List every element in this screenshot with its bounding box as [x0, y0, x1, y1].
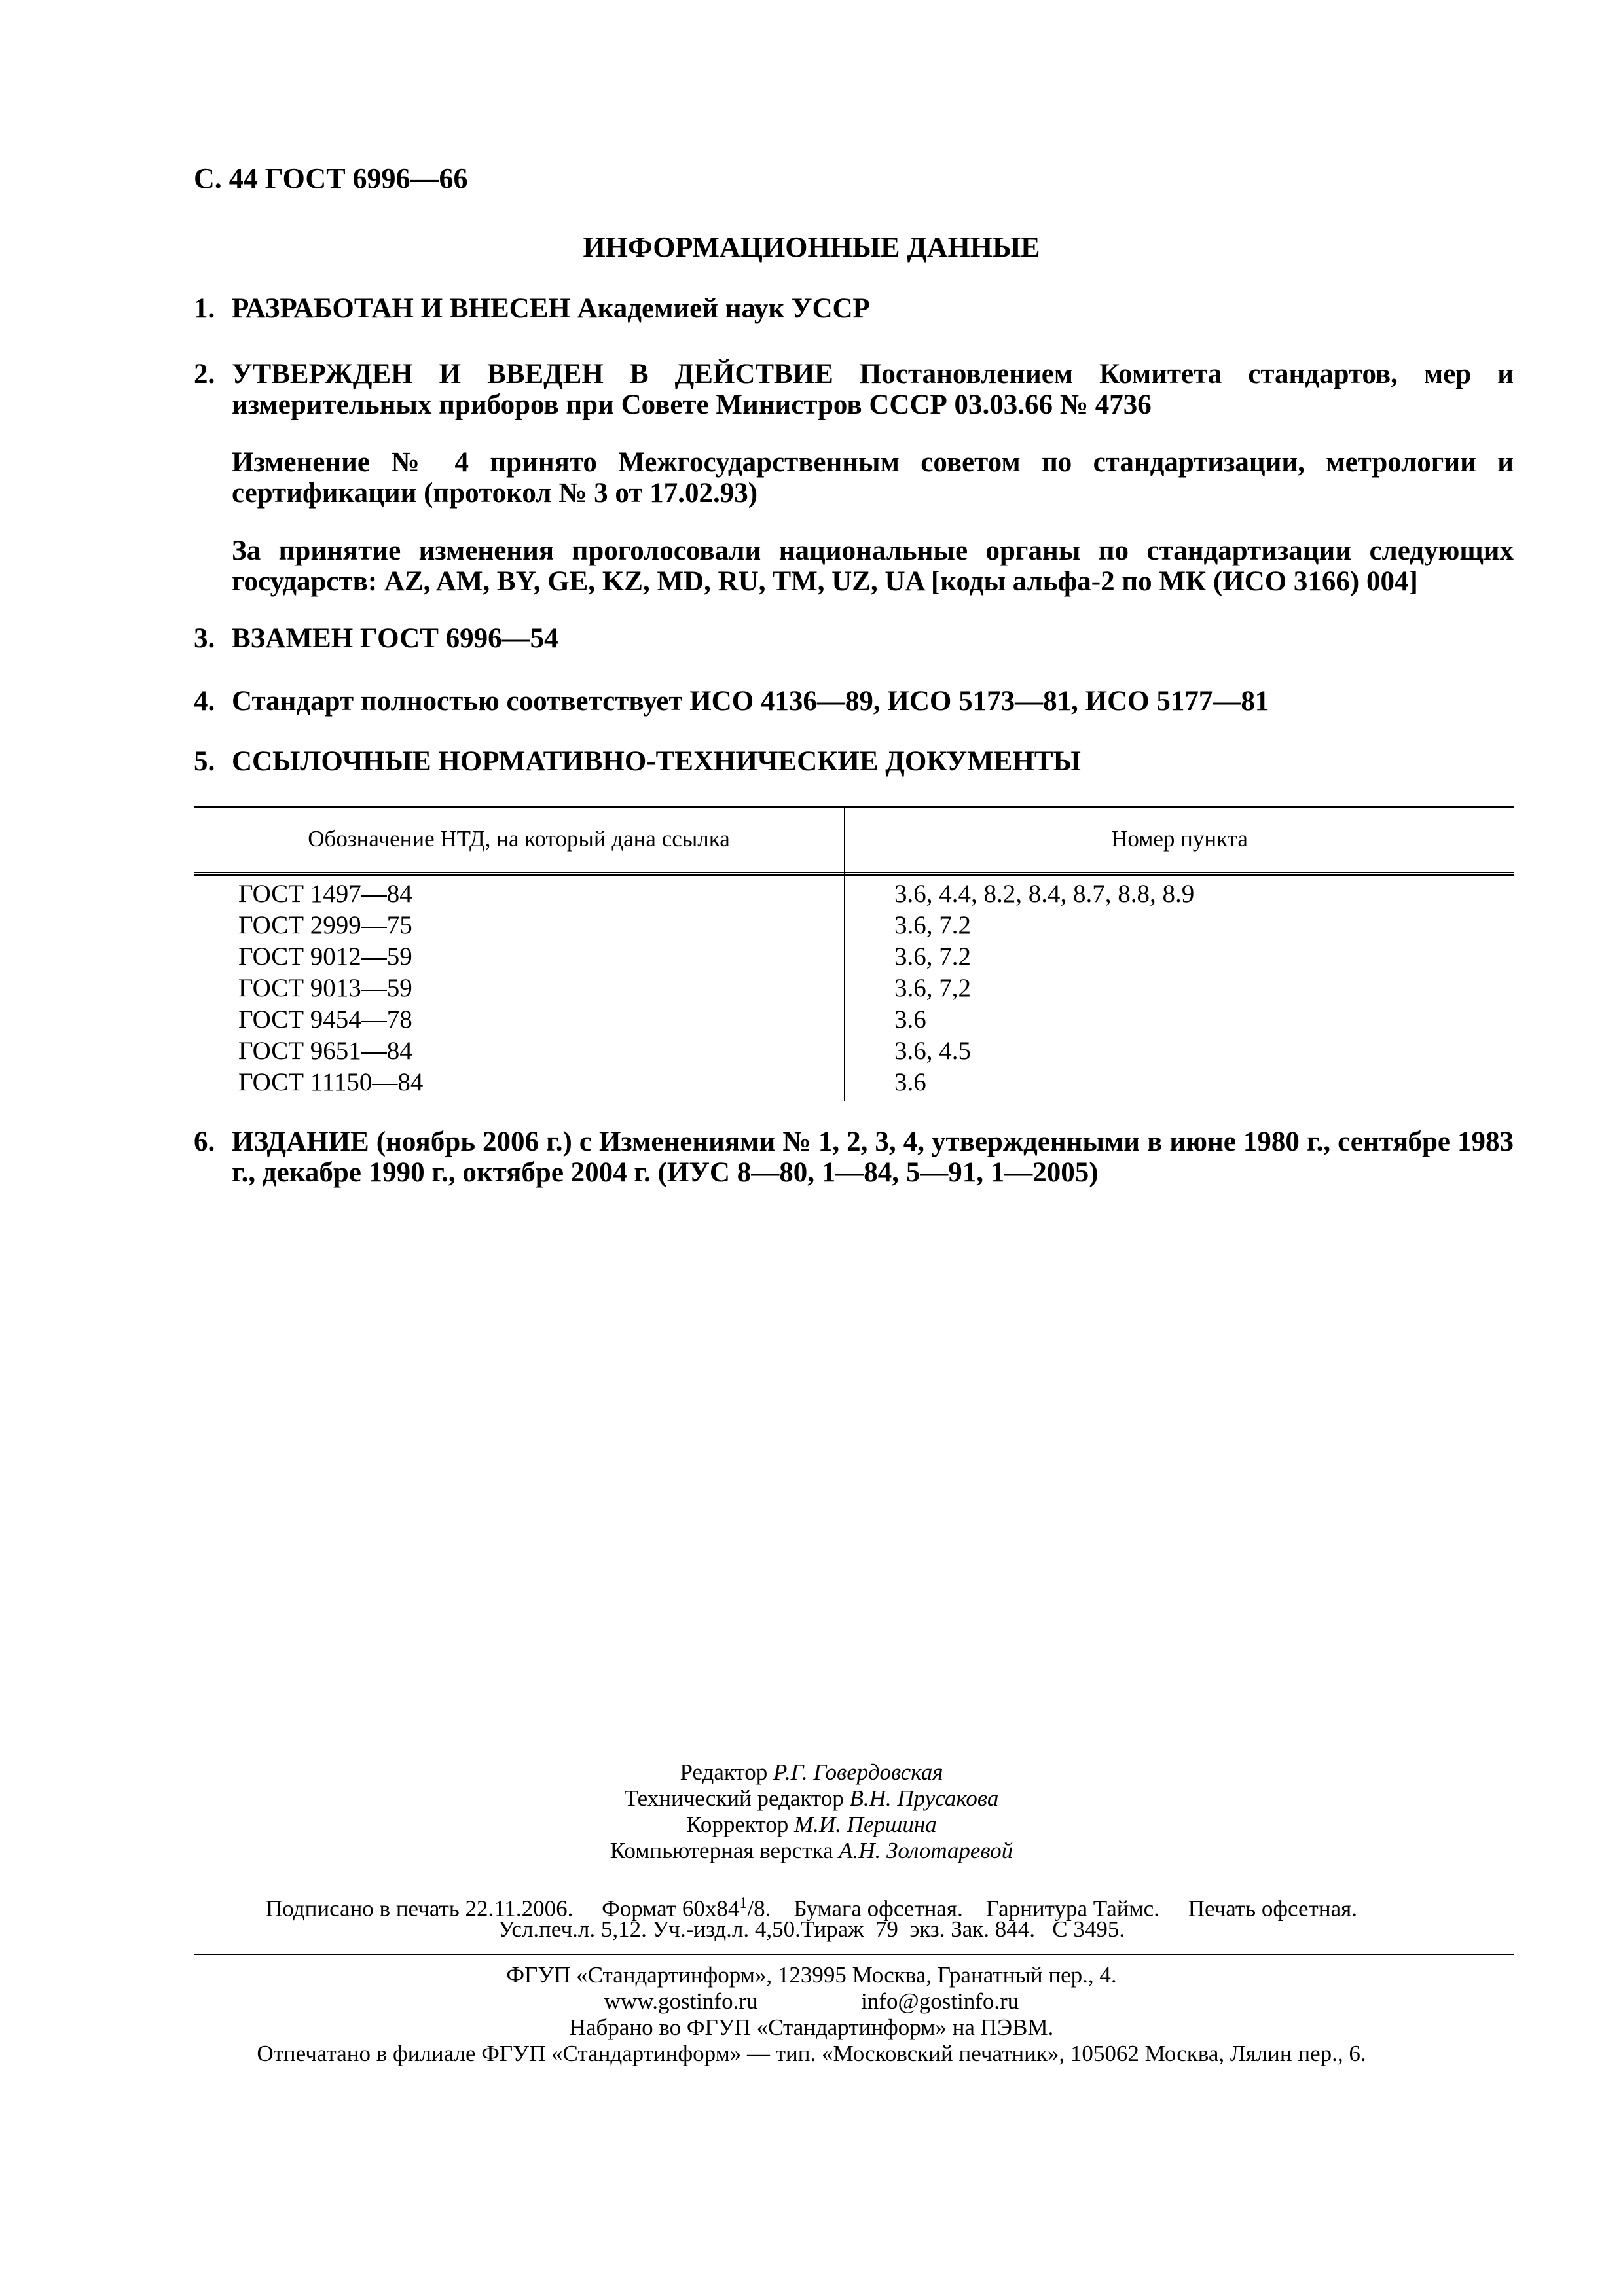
imprint-format-tail: /8. Бумага офсетная. Гарнитура Таймс. Печать офсетная.	[747, 1895, 1357, 1922]
table-header-rule-double	[194, 874, 1514, 876]
item-number: 1.	[194, 293, 215, 324]
document-title: ИНФОРМАЦИОННЫЕ ДАННЫЕ	[583, 231, 1040, 263]
table-top-rule	[194, 806, 1514, 808]
table-header-clause: Номер пункта	[1111, 826, 1248, 852]
ntd-designation: ГОСТ 2999—75	[238, 911, 412, 939]
imprint-rule	[194, 1954, 1514, 1955]
item-text: Академией наук УССР	[577, 293, 870, 324]
table-header-rule	[194, 872, 1514, 873]
ntd-designation: ГОСТ 11150—84	[238, 1068, 424, 1096]
credit-role: Корректор	[686, 1812, 789, 1837]
format-superscript: 1	[739, 1895, 748, 1912]
item-text: Стандарт полностью соответствует ИСО 4136—89, ИСО 5173—81, ИСО 5177—81	[232, 686, 1269, 717]
imprint-publisher: ФГУП «Стандартинформ», 123995 Москва, Гранатный пер., 4.	[506, 1962, 1117, 1988]
info-item-2	[194, 359, 1514, 420]
ntd-designation: ГОСТ 9454—78	[238, 1005, 412, 1033]
item-number: 6.	[194, 1126, 215, 1157]
clause-numbers: 3.6	[894, 1005, 926, 1033]
table-header-ntd: Обозначение НТД, на который дана ссылка	[308, 826, 730, 852]
table-row	[194, 878, 1514, 910]
item-number: 2.	[194, 359, 215, 389]
credit-role: Редактор	[680, 1759, 768, 1785]
credit-name: А.Н. Золотаревой	[839, 1838, 1013, 1863]
item-number: 4.	[194, 686, 215, 717]
table-row	[194, 973, 1514, 1004]
credit-name: В.Н. Прусакова	[849, 1785, 999, 1811]
credit-role: Компьютерная верстка	[610, 1838, 833, 1863]
info-item-1	[194, 293, 1514, 324]
info-item-3	[194, 623, 1514, 654]
item-lead: УТВЕРЖДЕН И ВВЕДЕН В ДЕЙСТВИЕ	[232, 359, 833, 389]
item-text: ВЗАМЕН ГОСТ 6996—54	[232, 623, 558, 654]
table-row	[194, 1067, 1514, 1098]
table-row	[194, 941, 1514, 973]
clause-numbers: 3.6, 4.4, 8.2, 8.4, 8.7, 8.8, 8.9	[894, 880, 1195, 908]
clause-numbers: 3.6	[894, 1068, 926, 1096]
clause-numbers: 3.6, 7,2	[894, 974, 971, 1002]
credit-role: Технический редактор	[624, 1785, 844, 1811]
credit-layout	[0, 1838, 1623, 1864]
info-item-5	[194, 746, 1514, 777]
info-item-6	[194, 1126, 1514, 1188]
ntd-designation: ГОСТ 1497—84	[238, 880, 412, 908]
reference-table	[194, 806, 1514, 1101]
voting-paragraph: За принятие изменения проголосовали национальные органы по стандартизации следующих государств: AZ, AM, BY, GE, KZ, MD, RU, TM, UZ, UA [коды альфа-2 по МК (ИСО 3166) 004]	[232, 535, 1514, 597]
imprint-web: www.gostinfo.ru info@gostinfo.ru	[604, 1988, 1019, 2014]
table-row	[194, 910, 1514, 941]
imprint-print-data: Усл.печ.л. 5,12. Уч.-изд.л. 4,50.Тираж 79 экз. Зак. 844. С 3495.	[498, 1916, 1125, 1942]
item-number: 5.	[194, 746, 215, 777]
credit-tech-editor	[0, 1785, 1623, 1812]
credit-proofreader	[0, 1812, 1623, 1838]
imprint-typeset: Набрано во ФГУП «Стандартинформ» на ПЭВМ.	[569, 2015, 1054, 2040]
credit-name: Р.Г. Говердовская	[773, 1759, 943, 1785]
item-text: ССЫЛОЧНЫЕ НОРМАТИВНО-ТЕХНИЧЕСКИЕ ДОКУМЕНТЫ	[232, 746, 1081, 777]
credit-editor	[0, 1759, 1623, 1785]
table-row	[194, 1035, 1514, 1067]
imprint-signed-text: Подписано в печать 22.11.2006. Формат 60x84	[266, 1895, 740, 1922]
item-number: 3.	[194, 623, 215, 654]
ntd-designation: ГОСТ 9651—84	[238, 1037, 412, 1065]
info-item-4	[194, 686, 1514, 717]
ntd-designation: ГОСТ 9012—59	[238, 942, 412, 971]
clause-numbers: 3.6, 7.2	[894, 942, 971, 971]
item-text: Постановлением Комитета стандартов, мер и измерительных приборов при Совете Министров СССР 03.03.66 № 4736	[232, 359, 1514, 420]
item-lead: РАЗРАБОТАН И ВНЕСЕН	[232, 293, 570, 324]
imprint-printed: Отпечатано в филиале ФГУП «Стандартинформ» — тип. «Московский печатник», 105062 Москва, Лялин пер., 6.	[257, 2041, 1366, 2066]
ntd-designation: ГОСТ 9013—59	[238, 974, 412, 1002]
page-header: С. 44 ГОСТ 6996—66	[194, 162, 468, 194]
table-row	[194, 1004, 1514, 1035]
item-text: (ноябрь 2006 г.) с Изменениями № 1, 2, 3, 4, утвержденными в июне 1980 г., сентябре 1983 г., декабре 1990 г., октябре 2004 г. (ИУС 8—80, 1—84, 5—91, 1—2005)	[232, 1126, 1514, 1188]
clause-numbers: 3.6, 4.5	[894, 1037, 971, 1065]
credit-name: М.И. Першина	[793, 1812, 937, 1837]
clause-numbers: 3.6, 7.2	[894, 911, 971, 939]
amendment-paragraph: Изменение № 4 принято Межгосударственным советом по стандартизации, метрологии и сертификации (протокол № 3 от 17.02.93)	[232, 447, 1514, 509]
item-lead: ИЗДАНИЕ	[232, 1126, 369, 1157]
